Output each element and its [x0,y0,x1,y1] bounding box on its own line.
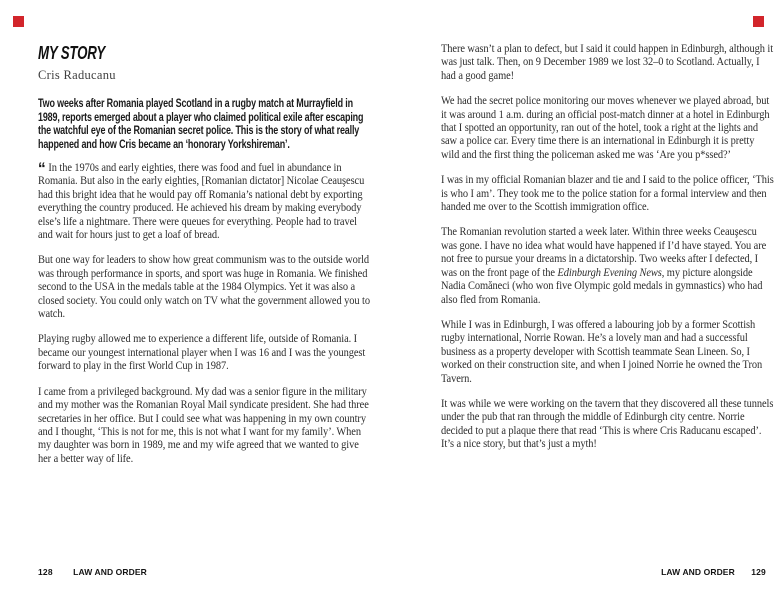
intro-paragraph: Two weeks after Romania played Scotland in a rugby match at Murrayfield in 1989, reports emerged about a player who claimed political exile after escaping the watchful eye of the Romanian secret police. This is the story of what really happened and how Cris became an ‘honorary Yorkshireman’. [38,96,364,151]
body-paragraph-6: We had the secret police monitoring our moves whenever we played abroad, but it was around 1 a.m. during an official post-match dinner at a hotel in Edinburgh that I spotted an opportunity, ran out of the hotel, took a right at the lights and saw a police car. Every time there is an international in Edinburgh it is pretty wild and the first thing the policeman asked me was ‘Are you p*ssed?’ [441,94,770,161]
byline: Cris Raducanu [38,68,116,82]
section-label-right: LAW AND ORDER [661,567,735,577]
page-title: MY STORY [38,43,106,63]
body-paragraph-2: But one way for leaders to show how great communism was to the outside world was through performance in sports, and sport was huge in Romania. We finished second to the USA in the medals table at the 1984 Olympics. Yet it was also a closed society. You could only watch on TV what the government allowed you to watch. [38,253,370,321]
body-paragraph-4: I came from a privileged background. My dad was a senior figure in the military and my mother was the Romanian Royal Mail syndicate president. She had three secretaries in her office. But I could see what was happening in my own country and I thought, ‘This is not for me, this is not what I want for my family’. When my daughter was born in 1989, me and my wife agreed that we wanted to give her a better way of life. [38,384,369,465]
paragraph-text: The Romanian revolution started a week later. Within three weeks Ceauşescu was gone. I have no idea what would have happened if I’d have stayed. You are not free to pursue your dreams in a dictatorship. Two weeks after I defected, I was on the front page of the [441,225,767,279]
body-paragraph-10: It was while we were working on the tavern that they discovered all these tunnels under the pub that ran through the middle of Edinburgh city centre. Norrie decided to put a plaque there that read ‘This is where Cris Raducanu escaped’. It’s a nice story, but that’s just a myth! [441,396,774,451]
footer-right [661,567,766,577]
page-right [441,42,781,451]
page-left [38,44,378,465]
body-paragraph-7: I was in my official Romanian blazer and tie and I said to the police officer, ‘This is who I am’. They took me to the police station for a formal interview and then handed me over to the Scottish immigration office. [441,173,774,214]
body-paragraph-8 [441,225,775,305]
page-footer [0,567,781,581]
page-number-left: 128 [38,567,53,577]
footer-left [38,567,147,577]
italicized-publication-name: Edinburgh Evening News [557,265,662,279]
body-paragraph-3: Playing rugby allowed me to experience a different life, outside of Romania. I became our youngest international player when I was 16 and I was the youngest forward to play in the first World Cup in 1987. [38,332,366,373]
page-number-right: 129 [751,567,766,577]
paragraph-text: In the 1970s and early eighties, there was food and fuel in abundance in Romania. But also in the early eighties, [Romanian dictator] Nicolae Ceauşescu had this bright idea that he would pay off Romania’s national debt by exporting everything the country produced. He achieved his dream by making everybody else’s life a nightmare. There were queues for everything. People had to travel and wait for hours just to get a loaf of bread. [38,161,365,242]
opening-quote-mark: “ [38,159,45,178]
paragraph-text: , my picture alongside Nadia Comăneci (who won five Olympic gold medals in gymnastics) who had also fled from Romania. [441,265,763,306]
body-paragraph-5: There wasn’t a plan to defect, but I said it could happen in Edinburgh, although it was just talk. Then, on 9 December 1989 we lost 32–0 to Scotland. Actually, I had a good game! [441,42,774,82]
red-corner-marker-left [13,16,24,27]
section-label-left: LAW AND ORDER [73,567,147,577]
red-corner-marker-right [753,16,764,27]
body-paragraph-9: While I was in Edinburgh, I was offered a labouring job by a former Scottish rugby international, Norrie Rowan. He’s a lovely man and had a successful business as a property developer with Scottish teammate Sean Lineen. So, I worked on their construction site, and when I joined Norrie he owned the Tron Tavern. [441,317,763,385]
body-paragraph-1 [38,161,372,241]
